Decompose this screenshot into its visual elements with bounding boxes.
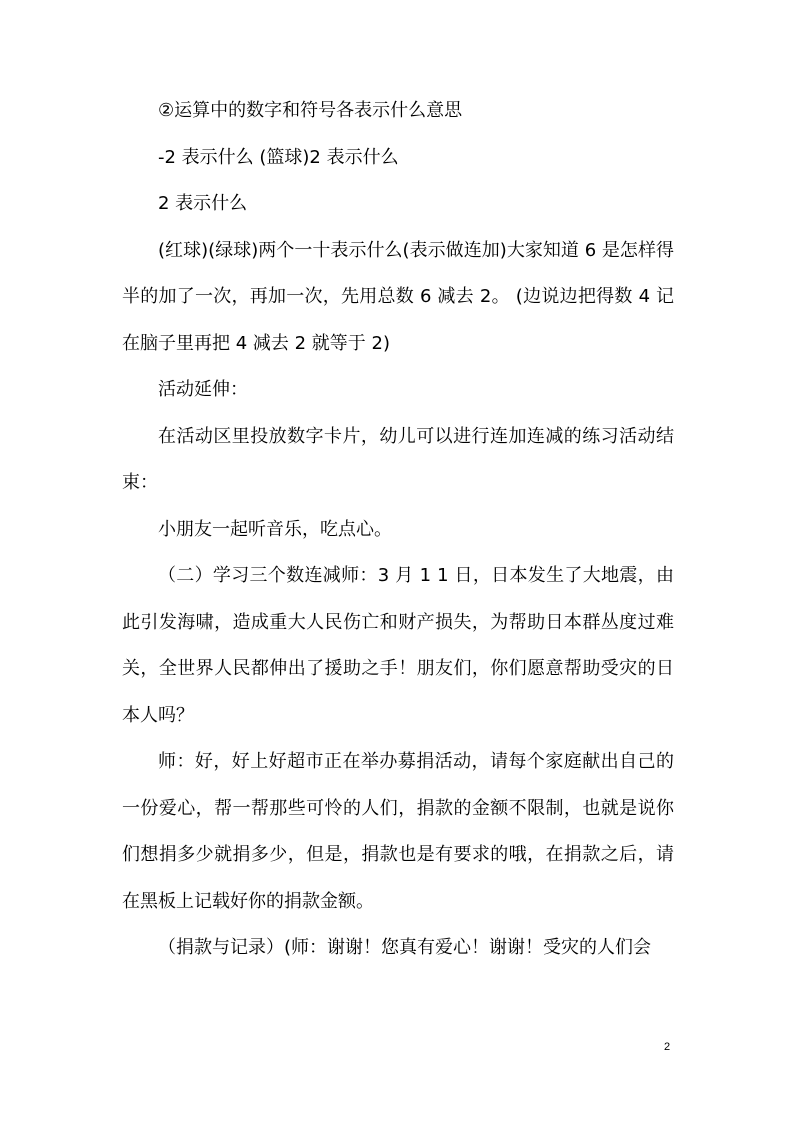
paragraph-red-green-balls: (红球)(绿球)两个一十表示什么(表示做连加)大家知道 6 是怎样得半的加了一次，再加一次，先用总数 6 减去 2。 (边说边把得数 4 记在脑子里再把 4 减去 2 就等于 2): [122, 239, 674, 354]
paragraph-minus-two: -2 表示什么 (篮球)2 表示什么: [158, 146, 399, 168]
paragraph-donation-record: （捐款与记录）(师：谢谢！您真有爱心！谢谢！受灾的人们会: [158, 937, 652, 958]
paragraph-two: 2 表示什么: [158, 193, 248, 214]
document-body: [122, 88, 674, 972]
paragraph-music-snack: 小朋友一起听音乐，吃点心。: [158, 518, 392, 540]
paragraph-donation-activity: 师：好，好上好超市正在举办募捐活动，请每个家庭献出自己的一份爱心，帮一帮那些可怜的人们，捐款的金额不限制，也就是说你们想捐多少就捐多少，但是，捐款也是有要求的哦，在捐款之后，请在黑板上记载好你的捐款金额。: [122, 751, 674, 912]
paragraph-activity-area: 在活动区里投放数字卡片，幼儿可以进行连加连减的练习活动结束：: [122, 425, 674, 493]
paragraph-activity-extension-heading: 活动延伸：: [158, 379, 248, 400]
paragraph-three-number-subtraction: （二）学习三个数连减师：3 月 1 1 日，日本发生了大地震，由此引发海啸，造成重大人民伤亡和财产损失，为帮助日本群丛度过难关，全世界人民都伸出了援助之手！朋友们，你们愿意帮助受灾的日本人吗？: [122, 565, 674, 726]
paragraph-operation-meaning: ②运算中的数字和符号各表示什么意思: [158, 100, 463, 121]
page-number: 2: [664, 1041, 671, 1053]
